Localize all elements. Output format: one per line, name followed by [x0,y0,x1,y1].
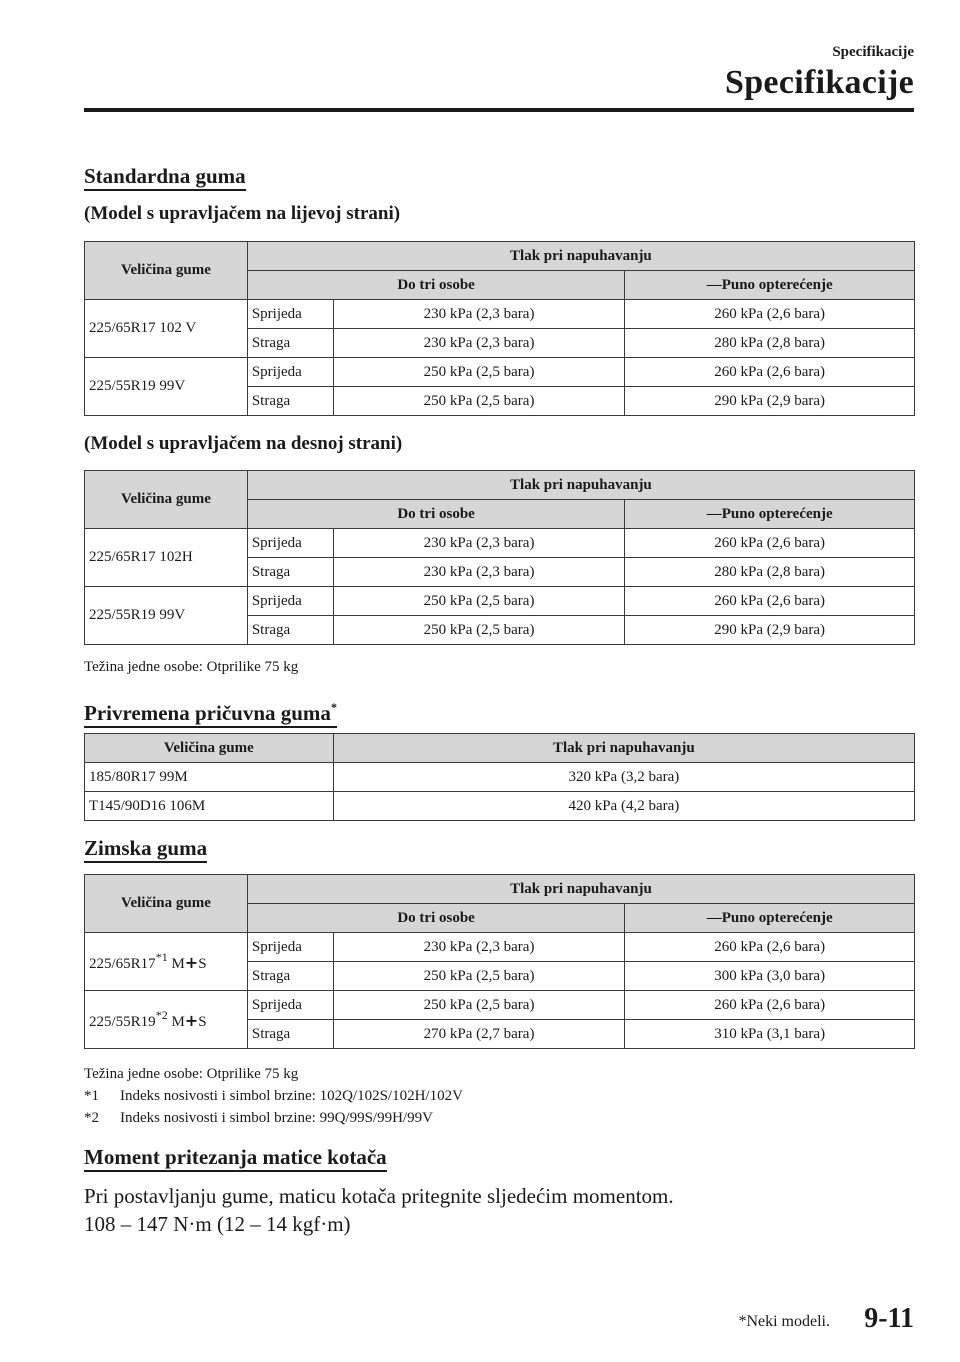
table-row [85,300,915,329]
pressure-full: 260 kPa (2,6 bara) [625,587,915,616]
section-title-standard: Standardna guma [84,164,246,191]
header-size: Veličina gume [85,734,334,763]
header-three: Do tri osobe [247,500,624,529]
weight-note: Težina jedne osobe: Otprilike 75 kg [84,1066,299,1082]
ms-m: M [171,956,185,972]
table-row [85,587,915,616]
ms-s: S [198,956,207,972]
header-three: Do tri osobe [247,271,624,300]
footnote-mark: *1 [84,1088,99,1104]
header-pressure: Tlak pri napuhavanju [333,734,914,763]
footnote-mark: *2 [84,1110,99,1126]
standard-lhd-table [84,241,915,416]
footnote-ref: *1 [155,950,168,964]
tyre-size: 185/80R17 99M [85,763,334,792]
position: Sprijeda [247,587,333,616]
ms-s: S [198,1014,207,1030]
tyre-size: 225/65R17 102H [85,529,248,587]
footnote [84,1088,463,1105]
table-row [85,933,915,962]
pressure-full: 280 kPa (2,8 bara) [625,329,915,358]
pressure-full: 310 kPa (3,1 bara) [625,1020,915,1049]
tyre-size [85,933,248,991]
table-row [85,792,915,821]
header-rule [84,108,914,112]
position: Sprijeda [247,358,333,387]
table-row [85,991,915,1020]
position: Straga [247,616,333,645]
plus-icon: + [184,1011,199,1030]
page-number: 9-11 [864,1303,914,1334]
running-header: Specifikacije [832,44,914,60]
position: Straga [247,1020,333,1049]
pressure-three: 230 kPa (2,3 bara) [333,529,625,558]
pressure: 320 kPa (3,2 bara) [333,763,914,792]
section-title-torque: Moment pritezanja matice kotača [84,1145,387,1172]
header-full: —Puno opterećenje [625,271,915,300]
pressure-full: 290 kPa (2,9 bara) [625,616,915,645]
pressure-full: 260 kPa (2,6 bara) [625,529,915,558]
position: Straga [247,387,333,416]
chapter-title: Specifikacije [725,64,914,101]
pressure: 420 kPa (4,2 bara) [333,792,914,821]
header-size: Veličina gume [85,875,248,933]
tyre-size: T145/90D16 106M [85,792,334,821]
pressure-three: 230 kPa (2,3 bara) [333,329,625,358]
table-row [85,358,915,387]
position: Sprijeda [247,300,333,329]
tyre-size-text: 225/65R17 [89,956,156,972]
section-title-winter: Zimska guma [84,836,207,863]
section-title-spare [84,696,337,728]
pressure-three: 250 kPa (2,5 bara) [333,587,625,616]
pressure-full: 260 kPa (2,6 bara) [625,933,915,962]
subtitle-rhd: (Model s upravljačem na desnoj strani) [84,433,403,454]
header-three: Do tri osobe [247,904,624,933]
header-pressure: Tlak pri napuhavanju [247,471,914,500]
pressure-three: 250 kPa (2,5 bara) [333,387,625,416]
pressure-three: 270 kPa (2,7 bara) [333,1020,625,1049]
spare-title-text: Privremena pričuvna guma [84,701,331,725]
position: Sprijeda [247,933,333,962]
plus-icon: + [184,953,199,972]
pressure-full: 260 kPa (2,6 bara) [625,358,915,387]
pressure-full: 260 kPa (2,6 bara) [625,991,915,1020]
tyre-size [85,991,248,1049]
standard-rhd-table [84,470,915,645]
footnote-text: Indeks nosivosti i simbol brzine: 99Q/99S/99H/99V [120,1110,433,1126]
spare-table [84,733,915,821]
pressure-full: 260 kPa (2,6 bara) [625,300,915,329]
asterisk-mark: * [330,700,337,714]
pressure-three: 250 kPa (2,5 bara) [333,962,625,991]
pressure-full: 280 kPa (2,8 bara) [625,558,915,587]
winter-table [84,874,915,1049]
subtitle-lhd: (Model s upravljačem na lijevoj strani) [84,203,401,224]
pressure-three: 250 kPa (2,5 bara) [333,358,625,387]
pressure-three: 230 kPa (2,3 bara) [333,300,625,329]
tyre-size: 225/55R19 99V [85,587,248,645]
pressure-full: 300 kPa (3,0 bara) [625,962,915,991]
header-size: Veličina gume [85,471,248,529]
header-size: Veličina gume [85,242,248,300]
tyre-size-text: 225/55R19 [89,1014,156,1030]
header-full: —Puno opterećenje [625,904,915,933]
torque-value: 108 – 147 N·m (12 – 14 kgf·m) [84,1212,351,1236]
header-full: —Puno opterećenje [625,500,915,529]
tyre-size: 225/65R17 102 V [85,300,248,358]
weight-note: Težina jedne osobe: Otprilike 75 kg [84,659,299,675]
pressure-three: 230 kPa (2,3 bara) [333,933,625,962]
position: Straga [247,962,333,991]
pressure-three: 250 kPa (2,5 bara) [333,616,625,645]
pressure-three: 250 kPa (2,5 bara) [333,991,625,1020]
table-row [85,763,915,792]
table-row [85,529,915,558]
footnote [84,1110,433,1127]
footnote-text: Indeks nosivosti i simbol brzine: 102Q/102S/102H/102V [120,1088,463,1104]
torque-instruction: Pri postavljanju gume, maticu kotača pritegnite sljedećim momentom. [84,1184,674,1208]
position: Sprijeda [247,529,333,558]
header-pressure: Tlak pri napuhavanju [247,875,914,904]
pressure-full: 290 kPa (2,9 bara) [625,387,915,416]
footnote-ref: *2 [155,1008,168,1022]
position: Sprijeda [247,991,333,1020]
position: Straga [247,558,333,587]
ms-m: M [171,1014,185,1030]
position: Straga [247,329,333,358]
pressure-three: 230 kPa (2,3 bara) [333,558,625,587]
footer-note: *Neki modeli. [738,1313,830,1330]
header-pressure: Tlak pri napuhavanju [247,242,914,271]
tyre-size: 225/55R19 99V [85,358,248,416]
